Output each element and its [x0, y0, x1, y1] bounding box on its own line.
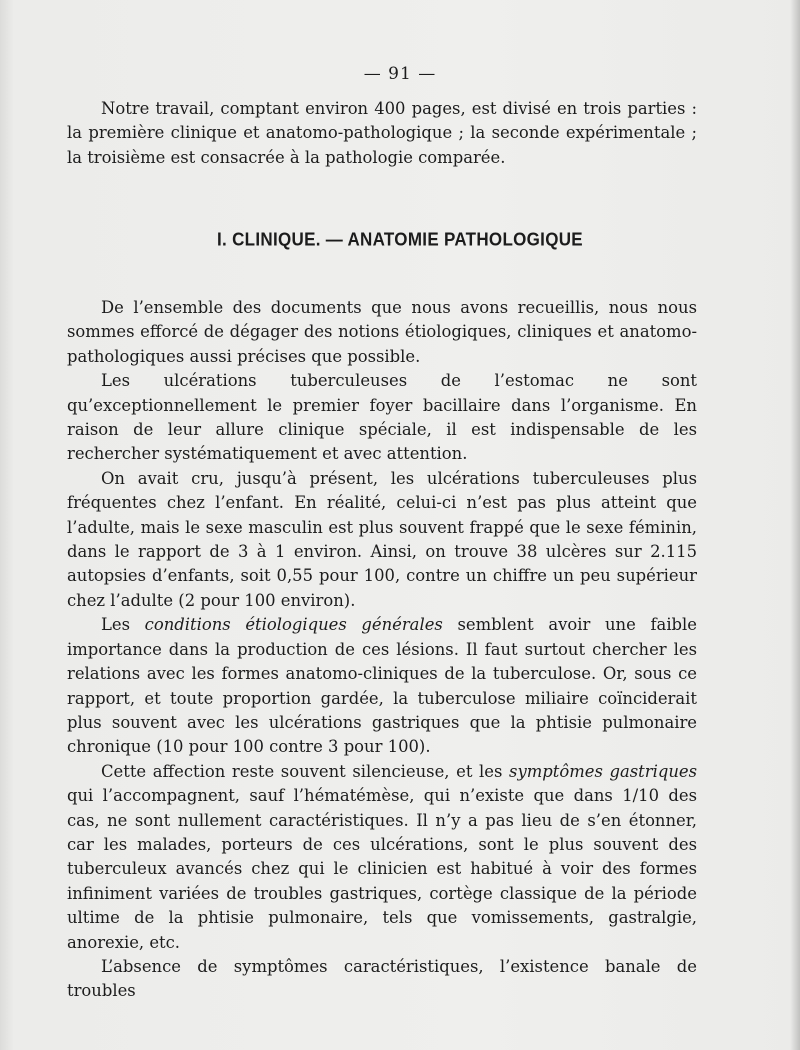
section-heading: I. CLINIQUE. — ANATOMIE PATHOLOGIQUE [217, 229, 583, 250]
body-text [67, 296, 697, 1004]
paragraph-4 [67, 613, 697, 759]
intro-paragraph-block [67, 97, 697, 170]
paragraph-4-emphasis: conditions étiologiques générales [144, 615, 443, 635]
paragraph-2: Les ulcérations tuberculeuses de l’estomac ne sont qu’exceptionnellement le premier foyer bacillaire dans l’organisme. En raison de leur allure clinique spéciale, il est indispensable de les rechercher systématiquement et avec attention. [67, 371, 697, 464]
paragraph-3: On avait cru, jusqu’à présent, les ulcérations tuberculeuses plus fréquentes chez l’enfant. En réalité, celui-ci n’est pas plus atteint que l’adulte, mais le sexe masculin est plus souvent frappé que le sexe féminin, dans le rapport de 3 à 1 environ. Ainsi, on trouve 38 ulcères sur 2.115 autopsies d’enfants, soit 0,55 pour 100, contre un chiffre un peu supérieur chez l’adulte (2 pour 100 environ). [67, 468, 697, 610]
paragraph-4-start: Les [101, 615, 145, 635]
paragraph-4-rest: semblent avoir une faible importance dans la production de ces lésions. Il faut surtout chercher les relations avec les formes anatomo-cliniques de la tuberculose. Or, sous ce rapport, et toute proportion gardée, la tuberculose miliaire coïnciderait plus souvent avec les ulcérations gastriques que la phtisie pulmonaire chronique (10 pour 100 contre 3 pour 100). [67, 615, 697, 757]
page-number: — 91 — [363, 64, 437, 84]
paragraph-5 [67, 760, 697, 955]
paragraph-5-emphasis: symptômes gastriques [509, 761, 697, 781]
paragraph-1: De l’ensemble des documents que nous avons recueillis, nous nous sommes efforcé de dégager des notions étiologiques, cliniques et anatomo-pathologiques aussi précises que possible. [67, 298, 697, 366]
paragraph-5-start: Cette affection reste souvent silencieuse, et les [101, 761, 510, 781]
page-edge-shadow [790, 0, 800, 1050]
paragraph-5-rest: qui l’accompagnent, sauf l’hématémèse, qui n’existe que dans 1/10 des cas, ne sont nullement caractéristiques. Il n’y a pas lieu de s’en étonner, car les malades, porteurs de ces ulcérations, sont le plus souvent des tuberculeux avancés chez qui le clinicien est habitué à voir des formes infiniment variées de troubles gastriques, cortège classique de la période ultime de la phtisie pulmonaire, tels que vomissements, gastralgie, anorexie, etc. [67, 786, 697, 952]
intro-paragraph: Notre travail, comptant environ 400 pages, est divisé en trois parties : la première clinique et anatomo-pathologique ; la seconde expérimentale ; la troisième est consacrée à la pathologie comparée. [67, 99, 697, 167]
paragraph-6: L’absence de symptômes caractéristiques, l’existence banale de troubles [67, 956, 697, 1001]
